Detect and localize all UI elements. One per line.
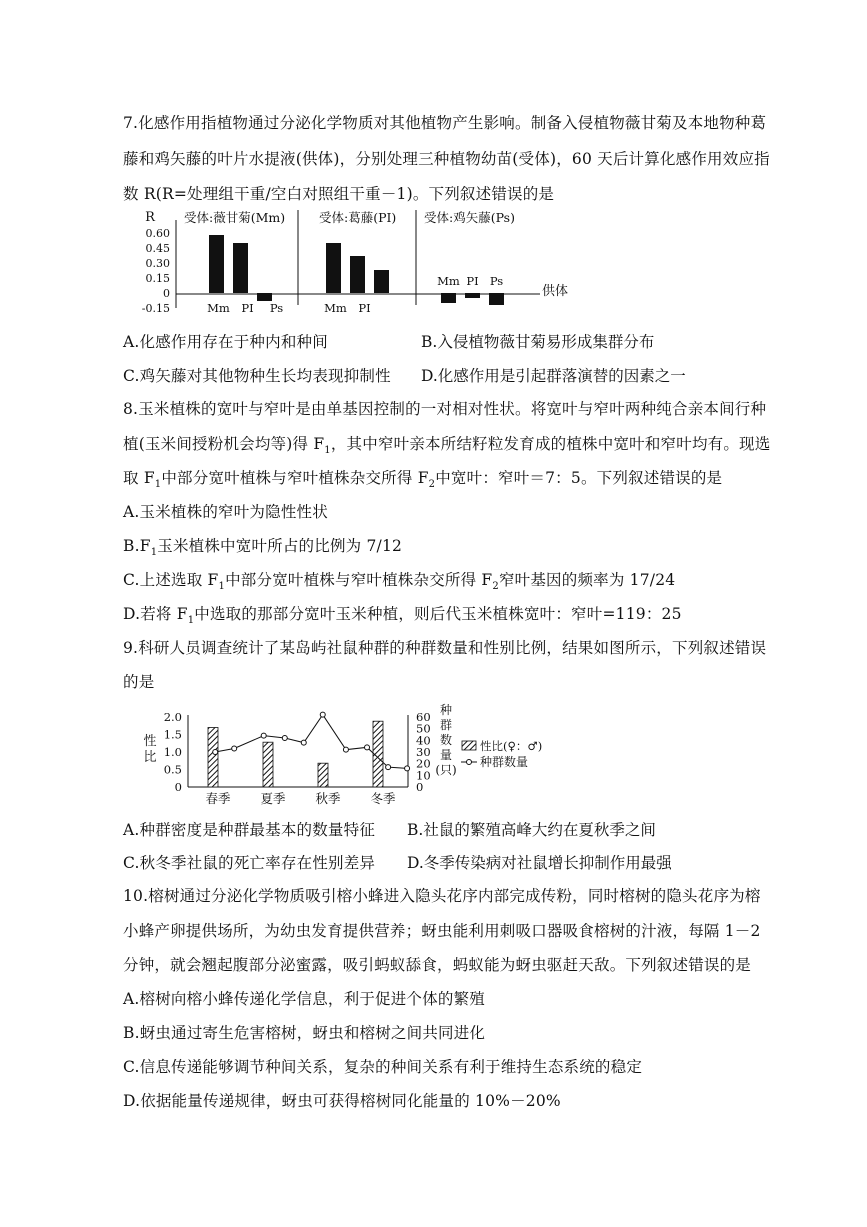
chart1-bar-3-pi: [465, 293, 480, 298]
chart2-right-label-2: 数: [439, 733, 453, 747]
chart1-cat-label-1-0: Mm: [207, 301, 230, 315]
chart2-right-tick-3: 30: [416, 745, 431, 759]
chart1-cat-label-1-2: Ps: [269, 301, 284, 315]
q10-option-a: A.榕树向榕小蜂传递化学信息，利于促进个体的繁殖: [123, 990, 485, 1008]
q9-option-c: C.秋冬季社鼠的死亡率存在性别差异: [123, 854, 376, 872]
chart1-cat-label-2-0: Mm: [324, 301, 347, 315]
chart1-bar-2-mm: [326, 243, 341, 293]
chart1-ytick-3: 0.15: [145, 272, 170, 285]
q8-stem-line-2: 植(玉米间授粉机会均等)得 $F_1$，其中窄叶亲本所结籽粒发育成的植株中宽叶和窄叶均有。现选: [123, 435, 771, 457]
chart2-left-tick-4: 0: [174, 780, 182, 794]
chart2-population-point-8: [386, 765, 391, 770]
chart2-right-tick-2: 40: [416, 733, 431, 748]
chart1-panel-title-1: 受体:薇甘菊(Mm): [184, 210, 286, 225]
chart2-population-point-5: [320, 712, 325, 717]
chart2-right-tick-4: 20: [416, 756, 431, 771]
chart1-cat-label-3-2: Ps: [489, 274, 504, 288]
chart2-population-point-7: [365, 745, 370, 750]
chart2-right-tick-1: 50: [416, 721, 431, 736]
legend-sex-ratio-label: 性比(♀：♂): [480, 739, 543, 753]
chart1-bar-3-mm: [441, 293, 456, 303]
q8-stem-line-1: 8.玉米植株的宽叶与窄叶是由单基因控制的一对相对性状。将宽叶与窄叶两种纯合亲本间行种: [123, 400, 767, 418]
chart2-left-tick-0: 2.0: [163, 710, 182, 724]
chart2-left-label-0: 性: [143, 734, 157, 749]
chart1-panel-title-2: 受体:葛藤(PI): [319, 210, 397, 225]
chart2-right-label-0: 种: [439, 703, 453, 717]
chart2-population-point-2: [261, 733, 266, 738]
q10-stem-line-3: 分钟，就会翘起腹部分泌蜜露，吸引蚂蚁舔食，蚂蚁能为蚜虫驱赶天敌。下列叙述错误的是: [123, 956, 752, 974]
chart1-bar-1-pi: [233, 243, 248, 293]
q8-option-a: A.玉米植株的窄叶为隐性性状: [123, 503, 328, 521]
chart2-cat-label-3: 冬季: [370, 791, 396, 806]
q10-option-c: C.信息传递能够调节种间关系，复杂的种间关系有利于维持生态系统的稳定: [123, 1058, 643, 1076]
chart2-cat-label-1: 夏季: [260, 791, 286, 806]
legend-line-marker: [467, 760, 472, 765]
chart2-sex-ratio-bar-1: [263, 742, 273, 787]
q8-stem-line-3: 取 $F_1$中部分宽叶植株与窄叶植株杂交所得 $F_2$中宽叶：窄叶＝7：5。下列叙述错误的是: [123, 469, 723, 491]
chart2-sex-ratio-bar-2: [318, 763, 328, 787]
q10-stem-line-2: 小蜂产卵提供场所，为幼虫发育提供营养；蚜虫能利用刺吸口器吸食榕树的汁液，每隔 1－2: [123, 922, 761, 940]
q7-option-b: B.入侵植物薇甘菊易形成集群分布: [421, 333, 655, 351]
q8-option-b: $B.F_1$玉米植株中宽叶所占的比例为 7/12: [123, 537, 403, 559]
chart1-ylabel: R: [145, 210, 155, 225]
chart1-ytick-2: 0.30: [145, 257, 170, 270]
chart1-ytick-4: 0: [163, 287, 170, 300]
q7-option-c: C.鸡矢藤对其他物种生长均表现抑制性: [123, 367, 391, 385]
chart1-ytick-5: -0.15: [141, 302, 170, 315]
chart1-panel-title-3: 受体:鸡矢藤(Ps): [424, 210, 515, 225]
q7-option-d: D.化感作用是引起群落演替的因素之一: [421, 367, 686, 385]
chart1-cat-label-1-1: PI: [241, 301, 254, 315]
chart1-cat-label-3-0: Mm: [437, 274, 460, 288]
chart2-right-tick-0: 60: [416, 710, 431, 724]
q10-option-b: B.蚜虫通过寄生危害榕树，蚜虫和榕树之间共同进化: [123, 1024, 486, 1042]
chart2-right-tick-6: 0: [416, 780, 424, 794]
chart1-bar-1-mm: [209, 235, 224, 293]
chart2-right-label-4: (只): [435, 763, 457, 777]
chart2-right-tick-5: 10: [416, 768, 431, 783]
chart1-xlabel: 供体: [542, 284, 569, 299]
chart2-cat-label-2: 秋季: [315, 791, 341, 806]
legend-hatched-swatch: [462, 741, 476, 750]
allelopathy-chart: [130, 205, 590, 315]
chart1-bar-1-ps: [257, 293, 272, 301]
chart2-population-point-4: [301, 740, 306, 745]
q9-stem-line-2: 的是: [123, 673, 155, 691]
chart2-population-point-6: [343, 747, 348, 752]
chart1-ytick-0: 0.60: [145, 227, 170, 240]
q9-option-a: A.种群密度是种群最基本的数量特征: [123, 821, 376, 839]
q7-stem-line-1: 7.化感作用指植物通过分泌化学物质对其他植物产生影响。制备入侵植物薇甘菊及本地物种葛: [123, 114, 767, 132]
q7-option-a: A.化感作用存在于种内和种间: [123, 333, 328, 351]
chart2-right-label-1: 群: [439, 718, 453, 732]
q10-option-d: D.依据能量传递规律，蚜虫可获得榕树同化能量的 10%－20%: [123, 1092, 561, 1110]
chart2-cat-label-0: 春季: [205, 791, 231, 806]
chart2-population-point-1: [232, 746, 237, 751]
q8-option-c: C.上述选取 $F_1$中部分宽叶植株与窄叶植株杂交所得 $F_2$窄叶基因的频率为 17/24: [123, 571, 676, 593]
chart1-bar-3-ps: [489, 293, 504, 305]
chart2-population-point-9: [405, 766, 410, 771]
q10-stem-line-1: 10.榕树通过分泌化学物质吸引榕小蜂进入隐头花序内部完成传粉，同时榕树的隐头花序为榕: [123, 887, 761, 905]
rat-population-chart: [140, 700, 600, 810]
chart1-cat-label-3-1: PI: [466, 274, 479, 288]
q9-option-b: B.社鼠的繁殖高峰大约在夏秋季之间: [407, 821, 656, 839]
legend-population-label: 种群数量: [480, 755, 529, 769]
q9-stem-line-1: 9.科研人员调查统计了某岛屿社鼠种群的种群数量和性别比例，结果如图所示，下列叙述错误: [123, 639, 767, 657]
chart2-population-point-3: [282, 736, 287, 741]
chart2-left-label-1: 比: [143, 750, 157, 765]
chart2-left-tick-1: 1.5: [163, 727, 182, 742]
chart2-left-tick-2: 1.0: [163, 745, 182, 759]
chart2-right-label-3: 量: [439, 748, 453, 762]
chart1-bar-2-pi: [350, 256, 365, 293]
chart2-population-point-0: [213, 750, 218, 755]
q8-option-d: D.若将 $F_1$中选取的那部分宽叶玉米种植，则后代玉米植株宽叶：窄叶=119：25: [123, 605, 682, 627]
chart2-left-tick-3: 0.5: [163, 762, 182, 777]
q9-option-d: D.冬季传染病对社鼠增长抑制作用最强: [407, 854, 672, 872]
q7-stem-line-2: 藤和鸡矢藤的叶片水提液(供体)，分别处理三种植物幼苗(受体)，60 天后计算化感作用效应指: [123, 150, 770, 168]
chart2-sex-ratio-bar-0: [208, 728, 218, 788]
q7-stem-line-3: 数 R(R=处理组干重/空白对照组干重－1)。下列叙述错误的是: [123, 185, 555, 203]
chart1-ytick-1: 0.45: [145, 242, 170, 255]
chart1-cat-label-2-1: PI: [358, 301, 371, 315]
chart1-bar-2-ps: [374, 270, 389, 293]
